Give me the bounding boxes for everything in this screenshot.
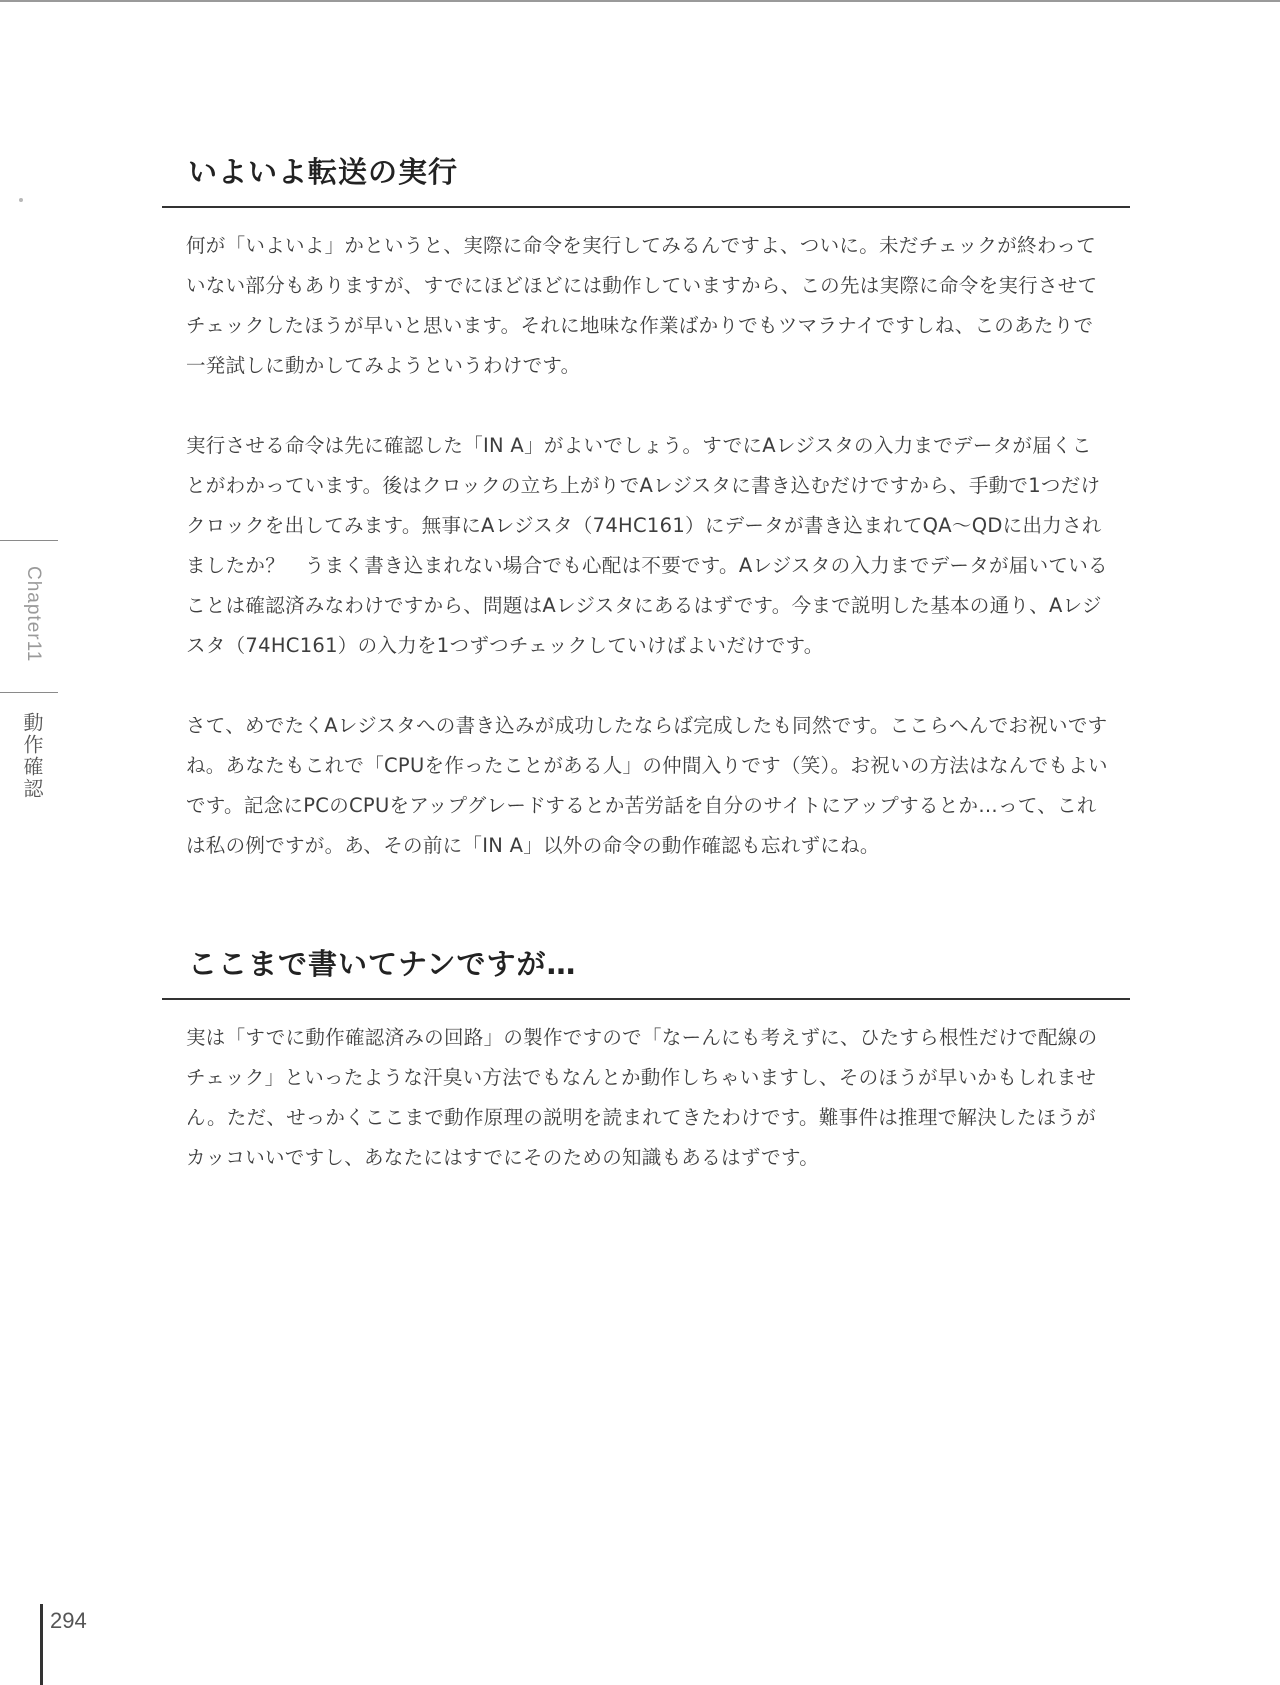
body-paragraph: 実行させる命令は先に確認した「IN A」がよいでしょう。すでにAレジスタの入力までデータが届くことがわかっています。後はクロックの立ち上がりでAレジスタに書き込むだけですから、手動で1つだけクロックを出してみます。無事にAレジスタ（74HC161）にデータが書き込まれてQA～QDに出力されましたか？ うまく書き込まれない場合でも心配は不要です。Aレジスタの入力までデータが届いていることは確認済みなわけですから、問題はAレジスタにあるはずです。今まで説明した基本の通り、Aレジスタ（74HC161）の入力を1つずつチェックしていけばよいだけです。 [186, 434, 1108, 657]
body-paragraph: さて、めでたくAレジスタへの書き込みが成功したならば完成したも同然です。ここらへんでお祝いですね。あなたもこれで「CPUを作ったことがある人」の仲間入りです（笑）。お祝いの方法はなんでもよいです。記念にPCのCPUをアップグレードするとか苦労話を自分のサイトにアップするとか…って、これは私の例ですが。あ、その前に「IN A」以外の命令の動作確認も忘れずにね。 [186, 714, 1108, 857]
page-number: 294 [50, 1608, 87, 1633]
side-tab-chapter: Chapter11 [23, 566, 44, 663]
page-number-bar [40, 1604, 43, 1685]
page-content [162, 150, 1130, 1178]
side-tab-middle-rule [0, 692, 58, 693]
section-heading: ここまで書いてナンですが… [162, 942, 1130, 1000]
side-tab-label: 動作確認 [20, 712, 44, 800]
side-tab-top-rule [0, 540, 58, 541]
body-paragraph: 何が「いよいよ」かというと、実際に命令を実行してみるんですよ、ついに。未だチェックが終わっていない部分もありますが、すでにほどほどには動作していますから、この先は実際に命令を実行させてチェックしたほうが早いと思います。それに地味な作業ばかりでもツマラナイですしね、このあたりで一発試しに動かしてみようというわけです。 [186, 234, 1098, 377]
body-paragraph: 実は「すでに動作確認済みの回路」の製作ですので「なーんにも考えずに、ひたすら根性だけで配線のチェック」といったような汗臭い方法でもなんとか動作しちゃいますし、そのほうが早いかもしれません。ただ、せっかくここまで動作原理の説明を読まれてきたわけです。難事件は推理で解決したほうがカッコいいですし、あなたにはすでにそのための知識もあるはずです。 [186, 1026, 1098, 1169]
chapter-side-tab [0, 540, 60, 840]
page-top-rule [0, 0, 1280, 2]
section-heading: いよいよ転送の実行 [162, 150, 1130, 208]
margin-tick-mark [19, 198, 23, 202]
